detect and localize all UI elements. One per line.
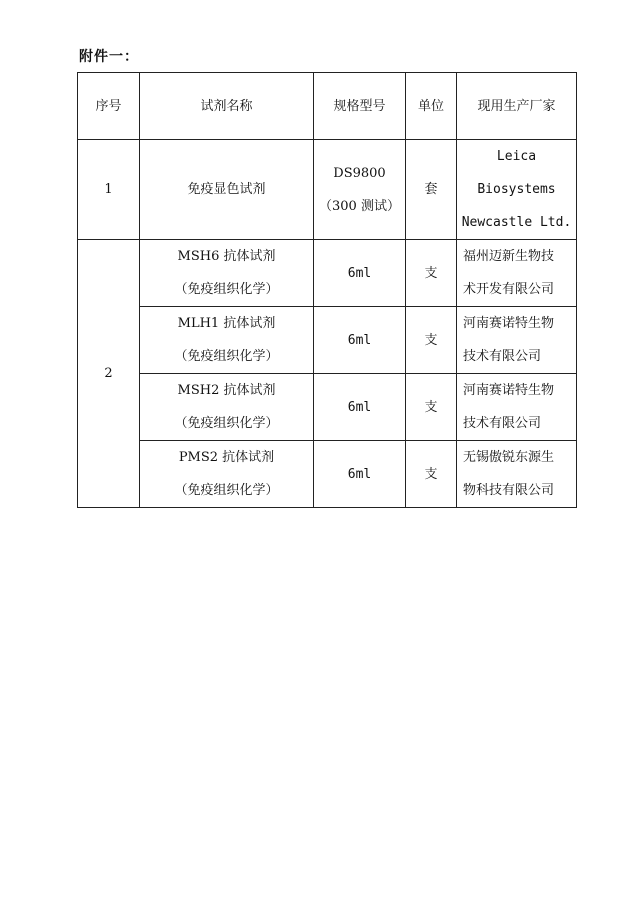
unit-cell: 支 <box>406 441 457 508</box>
manufacturer-line-3: Newcastle Ltd. <box>461 215 572 230</box>
name-line-1: PMS2 抗体试剂 <box>178 450 275 465</box>
table-row <box>78 307 577 374</box>
header-seq: 序号 <box>78 73 140 140</box>
header-unit: 单位 <box>406 73 457 140</box>
manufacturer-line-2: 技术有限公司 <box>463 349 542 364</box>
table-row <box>78 140 577 240</box>
manufacturer-line-2: Biosystems <box>477 182 556 197</box>
name-line-2: （免疫组织化学） <box>174 483 279 498</box>
attachment-heading: 附件一： <box>79 49 139 65</box>
name-cell <box>140 441 314 508</box>
spec-cell <box>314 140 406 240</box>
name-cell <box>140 240 314 307</box>
name-line-2: （免疫组织化学） <box>174 282 279 297</box>
spec-cell: 6ml <box>314 307 406 374</box>
manufacturer-cell <box>457 441 577 508</box>
manufacturer-line-2: 技术有限公司 <box>463 416 542 431</box>
name-line-2: （免疫组织化学） <box>174 416 279 431</box>
reagent-table <box>77 72 577 508</box>
spec-cell: 6ml <box>314 441 406 508</box>
name-line-1: MLH1 抗体试剂 <box>177 316 276 331</box>
header-manufacturer: 现用生产厂家 <box>457 73 577 140</box>
manufacturer-line-2: 术开发有限公司 <box>463 282 555 297</box>
unit-cell: 支 <box>406 240 457 307</box>
name-cell <box>140 307 314 374</box>
table-row <box>78 441 577 508</box>
unit-cell: 支 <box>406 374 457 441</box>
spec-cell: 6ml <box>314 374 406 441</box>
manufacturer-line-2: 物科技有限公司 <box>463 483 555 498</box>
seq-cell: 2 <box>78 240 140 508</box>
manufacturer-line-1: 河南赛诺特生物 <box>463 316 555 331</box>
manufacturer-line-1: 河南赛诺特生物 <box>463 383 555 398</box>
name-line-1: MSH2 抗体试剂 <box>177 383 276 398</box>
name-cell: 免疫显色试剂 <box>140 140 314 240</box>
spec-line-2: （300 测试） <box>319 198 400 214</box>
manufacturer-cell <box>457 140 577 240</box>
manufacturer-cell <box>457 307 577 374</box>
name-line-2: （免疫组织化学） <box>174 349 279 364</box>
unit-cell: 支 <box>406 307 457 374</box>
manufacturer-line-1: 福州迈新生物技 <box>463 249 555 264</box>
spec-cell: 6ml <box>314 240 406 307</box>
seq-cell: 1 <box>78 140 140 240</box>
manufacturer-cell <box>457 374 577 441</box>
name-line-1: MSH6 抗体试剂 <box>177 249 276 264</box>
table-header-row <box>78 73 577 140</box>
manufacturer-cell <box>457 240 577 307</box>
header-spec: 规格型号 <box>314 73 406 140</box>
spec-line-1: DS9800 <box>333 165 386 181</box>
table-row <box>78 374 577 441</box>
header-name: 试剂名称 <box>140 73 314 140</box>
manufacturer-line-1: Leica <box>496 149 537 164</box>
manufacturer-line-1: 无锡傲锐东源生 <box>463 450 555 465</box>
name-cell <box>140 374 314 441</box>
unit-cell: 套 <box>406 140 457 240</box>
table-row <box>78 240 577 307</box>
